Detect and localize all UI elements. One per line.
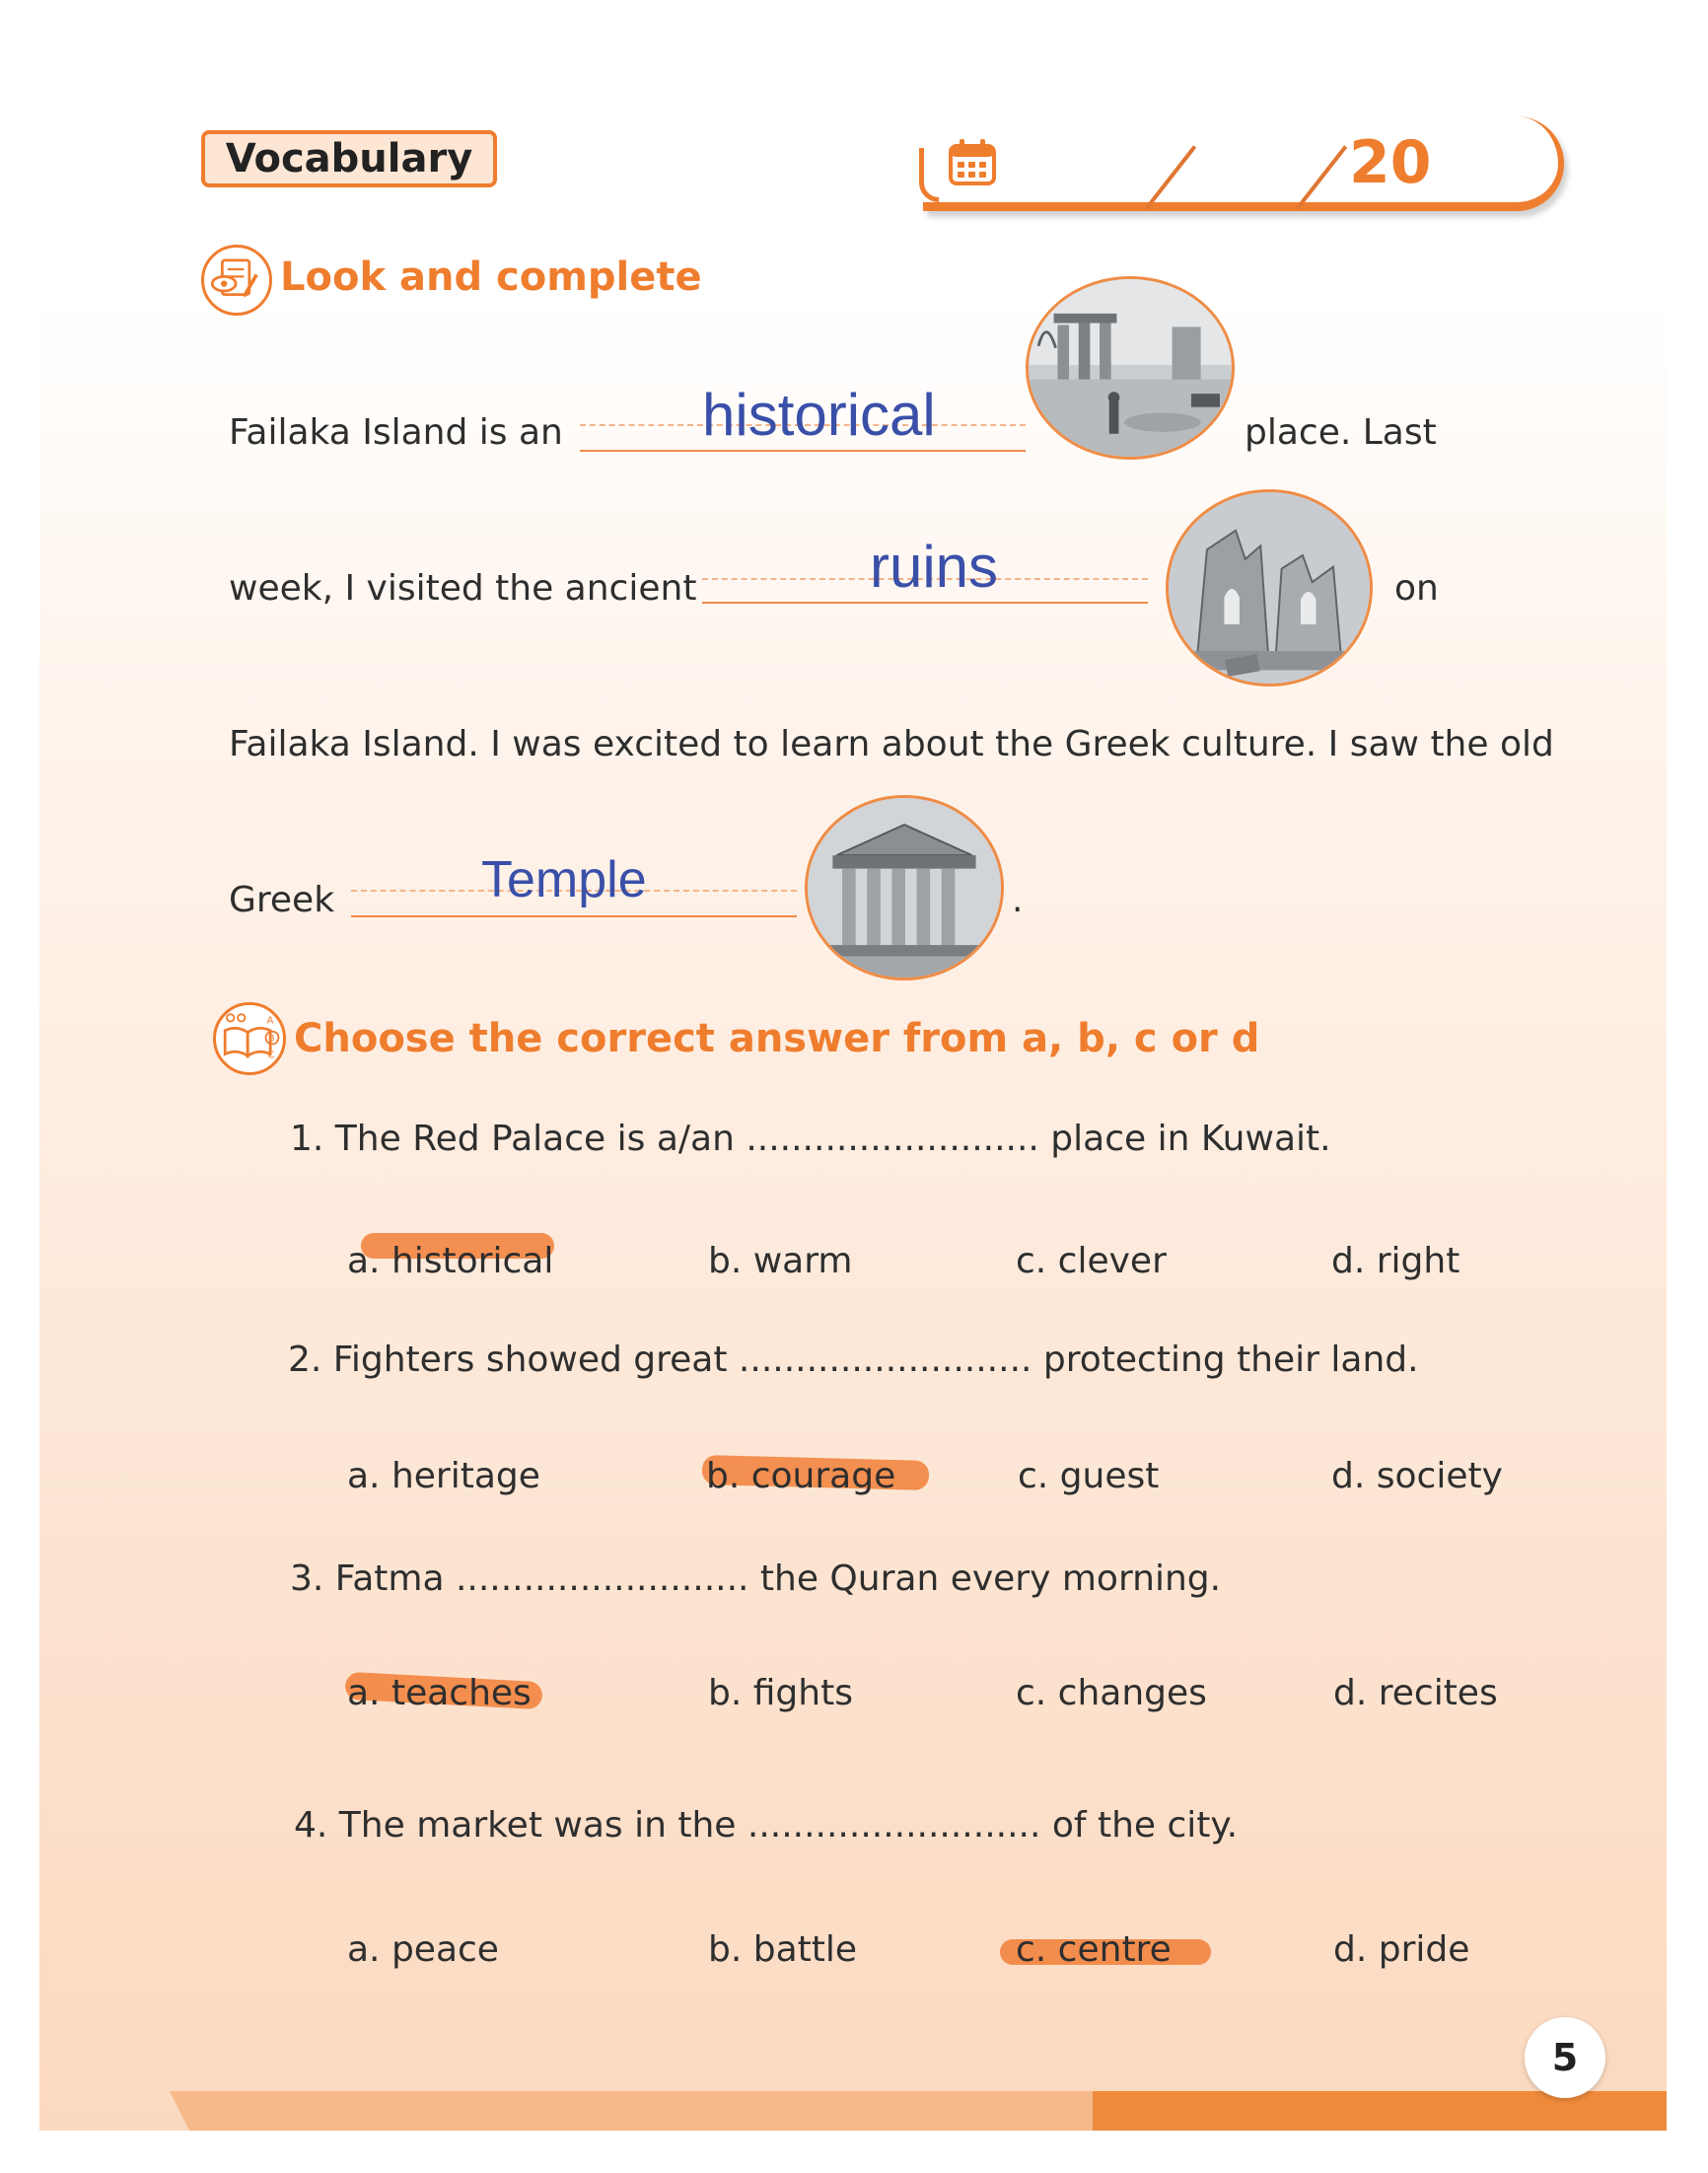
footer-bar-dark — [1093, 2091, 1667, 2131]
answer-blank-3[interactable] — [351, 915, 797, 917]
option-3c[interactable]: c. changes — [1016, 1673, 1207, 1713]
option-3a[interactable]: a. teaches — [347, 1673, 532, 1713]
question-1: 1. The Red Palace is a/an .......................... place in Kuwait. — [290, 1119, 1331, 1159]
option-2c[interactable]: c. guest — [1018, 1456, 1160, 1496]
svg-text:C: C — [267, 1050, 275, 1061]
sentence-fragment: on — [1394, 568, 1439, 609]
historical-place-photo — [1026, 276, 1235, 460]
eye-pencil-icon — [201, 245, 272, 316]
question-3: 3. Fatma .......................... the Quran every morning. — [290, 1558, 1222, 1599]
option-4d[interactable]: d. pride — [1333, 1929, 1470, 1970]
option-1a[interactable]: a. historical — [347, 1241, 554, 1281]
sentence-fragment: Greek — [229, 880, 335, 920]
section-title-look-complete: Look and complete — [280, 254, 702, 300]
handwritten-answer-2: ruins — [870, 534, 999, 600]
option-3b[interactable]: b. fights — [708, 1673, 853, 1713]
page-number: 5 — [1525, 2017, 1605, 2098]
option-2b[interactable]: b. courage — [706, 1456, 896, 1496]
option-1c[interactable]: c. clever — [1016, 1241, 1167, 1281]
option-4a[interactable]: a. peace — [347, 1929, 499, 1970]
sentence-fragment: . — [1012, 880, 1024, 920]
svg-text:A: A — [266, 1015, 274, 1027]
option-2d[interactable]: d. society — [1331, 1456, 1503, 1496]
vocabulary-badge: Vocabulary — [201, 130, 497, 187]
sentence-fragment: week, I visited the ancient — [229, 568, 697, 609]
answer-blank-1[interactable] — [580, 450, 1026, 452]
greek-temple-photo — [805, 795, 1004, 980]
question-2: 2. Fighters showed great .......................... protecting their land. — [288, 1340, 1419, 1380]
footer-bar-light — [170, 2091, 1093, 2131]
svg-text:B: B — [268, 1033, 275, 1045]
calendar-icon — [947, 136, 998, 187]
handwritten-answer-3: Temple — [481, 851, 647, 908]
handwritten-answer-1: historical — [702, 382, 936, 448]
sentence-line: Failaka Island. I was excited to learn about the Greek culture. I saw the old — [229, 724, 1554, 764]
book-abc-icon — [213, 1002, 286, 1075]
option-1d[interactable]: d. right — [1331, 1241, 1460, 1281]
option-1b[interactable]: b. warm — [708, 1241, 853, 1281]
option-4c[interactable]: c. centre — [1016, 1929, 1172, 1970]
date-year: 20 — [1349, 128, 1432, 197]
ruins-photo — [1166, 489, 1373, 687]
option-2a[interactable]: a. heritage — [347, 1456, 540, 1496]
section-title-choose: Choose the correct answer from a, b, c or d — [294, 1016, 1260, 1061]
date-bar-curl — [919, 148, 939, 202]
question-4: 4. The market was in the .......................... of the city. — [294, 1805, 1239, 1846]
sentence-fragment: Failaka Island is an — [229, 412, 563, 453]
option-4b[interactable]: b. battle — [708, 1929, 858, 1970]
answer-blank-2[interactable] — [702, 602, 1148, 604]
sentence-fragment: place. Last — [1245, 412, 1437, 453]
date-bar — [923, 116, 1564, 211]
option-3d[interactable]: d. recites — [1333, 1673, 1498, 1713]
